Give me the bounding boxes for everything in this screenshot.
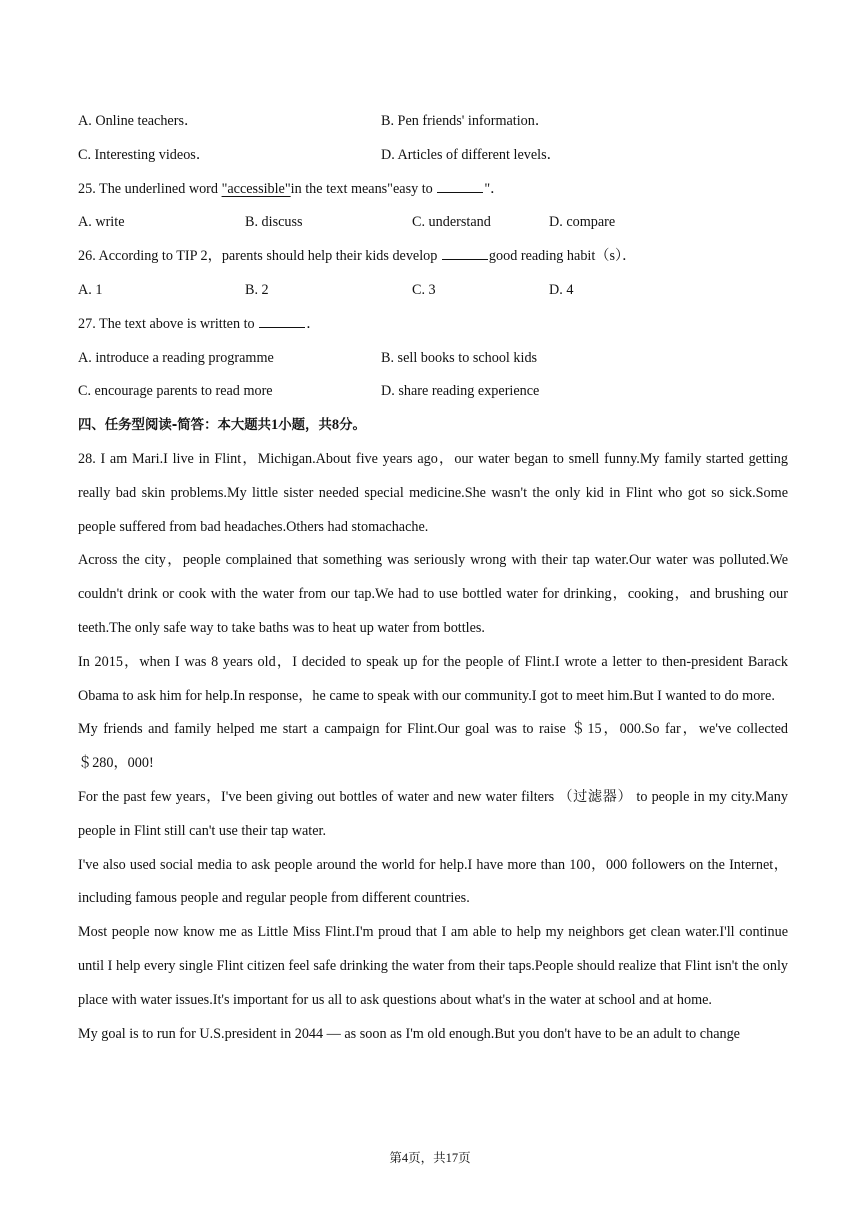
passage-paragraph: In 2015，when I was 8 years old，I decided to speak up for the people of Flint.I wrote a letter to then-president Barack Obama to ask him for help.In response，he came to speak with our community.I got to meet him.But I wanted to do more. — [78, 653, 788, 704]
q27-option-b: B. sell books to school kids — [381, 349, 538, 366]
q27-option-a: A. introduce a reading programme — [78, 349, 274, 366]
q24-options-row-1 — [78, 105, 788, 139]
q27-options-row-2 — [78, 375, 788, 409]
q26-prefix: 26. According to TIP 2，parents should help their kids develop — [78, 248, 441, 265]
q26-options — [78, 274, 788, 308]
q25-underlined-word: "accessible" — [221, 180, 291, 197]
section-question-count: 1 — [271, 417, 279, 434]
q25-option-d: D. compare — [549, 214, 616, 231]
passage-paragraph: For the past few years，I've been giving out bottles of water and new water filters （过滤器） to people in my city.Many people in Flint still can't use their tap water. — [78, 788, 788, 839]
q27-prefix: 27. The text above is written to — [78, 315, 259, 332]
passage-paragraph: 28. I am Mari.I live in Flint，Michigan.About five years ago，our water began to smell funny.My family started getting really bad skin problems.My little sister needed special medicine.She wasn't the only kid in Flint who got so sick.Some people suffered from bad headaches.Others had stomachache. — [78, 450, 788, 535]
section-heading-part-2: 小题，共 — [278, 418, 332, 434]
q25-option-b: B. discuss — [245, 214, 303, 231]
q25-prefix: 25. The underlined word — [78, 180, 222, 197]
section-heading-part-1: 四、任务型阅读-简答：本大题共 — [78, 418, 272, 434]
q25-options — [78, 206, 788, 240]
document-page — [78, 105, 788, 1051]
q27-suffix: ． — [306, 315, 321, 332]
q25-question — [78, 173, 788, 207]
q27-options-row-1 — [78, 342, 788, 376]
passage-paragraph: Across the city，people complained that something was seriously wrong with their tap water.Our water was polluted.We couldn't drink or cook with the water from our tap.We had to use bottled water for drinking，cooking，and brushing our teeth.The only safe way to take baths was to heat up water from bottles. — [78, 552, 788, 636]
q27-option-c: C. encourage parents to read more — [78, 383, 273, 400]
section-heading-part-3: 分。 — [339, 418, 366, 434]
q26-option-c: C. 3 — [412, 281, 436, 298]
section-score: 8 — [331, 417, 340, 434]
q25-answer-blank — [437, 180, 483, 193]
q26-option-d: D. 4 — [549, 281, 574, 298]
q26-suffix: good reading habit（s）． — [488, 248, 637, 265]
q24-option-d: D. Articles of different levels． — [381, 146, 561, 163]
q24-option-c: C. Interesting videos． — [78, 146, 211, 163]
q24-option-a: A. Online teachers． — [78, 113, 199, 129]
q26-option-b: B. 2 — [245, 281, 269, 298]
passage-paragraph: Most people now know me as Little Miss Flint.I'm proud that I am able to help my neighbors get clean water.I'll continue until I help every single Flint citizen feel safe drinking the water from their taps.People should realize that Flint isn't the only place with water issues.It's important for us all to ask questions about what's in the water at school and at home. — [78, 924, 788, 1008]
q25-middle: in the text means"easy to — [290, 180, 437, 197]
q26-question — [78, 240, 788, 274]
q27-answer-blank — [259, 315, 305, 328]
passage-paragraph: My friends and family helped me start a campaign for Flint.Our goal was to raise ＄15，000.So far，we've collected ＄280，000! — [78, 721, 788, 772]
q27-question — [78, 308, 788, 342]
passage-paragraph: I've also used social media to ask people around the world for help.I have more than 100，000 followers on the Internet，including famous people and regular people from different countries. — [78, 856, 788, 907]
q25-suffix: "． — [484, 180, 505, 197]
q24-option-b: B. Pen friends' information． — [381, 113, 550, 129]
q27-option-d: D. share reading experience — [381, 383, 540, 400]
q25-option-a: A. write — [78, 214, 125, 231]
page-number-footer: 第4页，共17页 — [389, 1151, 471, 1165]
section-heading — [78, 409, 788, 443]
q26-option-a: A. 1 — [78, 281, 103, 298]
q26-answer-blank — [442, 247, 488, 260]
q24-options-row-2 — [78, 139, 788, 173]
passage-paragraph: My goal is to run for U.S.president in 2044 — as soon as I'm old enough.But you don't have to be an adult to change — [78, 1025, 740, 1042]
q25-option-c: C. understand — [412, 214, 491, 231]
